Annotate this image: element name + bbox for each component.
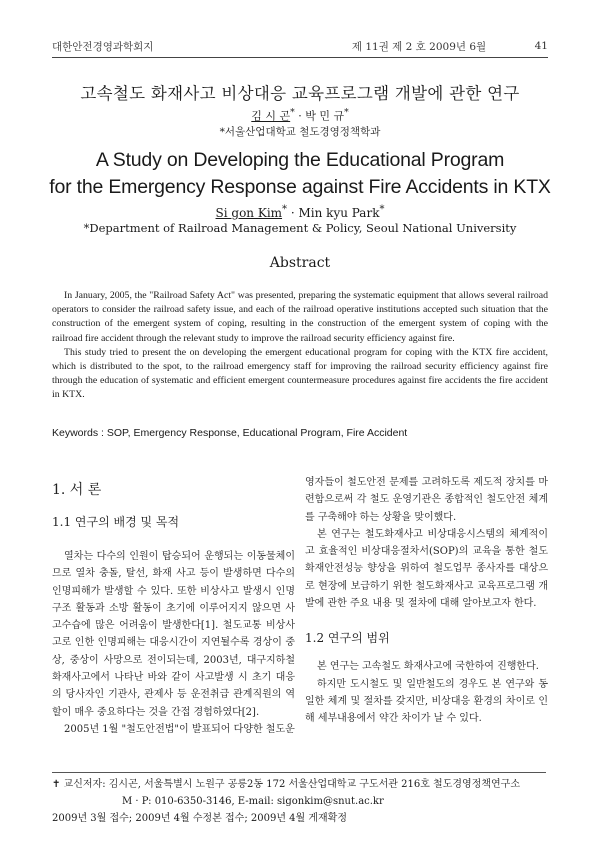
english-author-2-mark: * xyxy=(379,204,385,215)
korean-author-2-mark: * xyxy=(344,107,349,118)
abstract-paragraph-1: In January, 2005, the "Railroad Safety Act" was presented, preparing the systematic equipment that allows several railroad operators to consider the railroad safety issue, and each of the railroad operative institutions accepted such situation that the construction of the emergent system of coping, resulting in the construction of the emergent system of coping with the railroad fire accident through the relevant study to improve the railroad security efficiency against fire. xyxy=(52,290,548,344)
footnote-rule xyxy=(52,772,546,773)
korean-author-1: 김 시 곤 xyxy=(251,109,291,123)
english-affiliation: *Department of Railroad Management & Policy, Seoul National University xyxy=(83,221,517,235)
footnote-dates: 2009년 3월 접수; 2009년 4월 수정본 접수; 2009년 4월 게재확정 xyxy=(52,813,348,824)
right-column xyxy=(305,474,548,728)
body-paragraph: 2005년 1월 "철도안전법"이 발표되어 다양한 철도운 xyxy=(64,723,295,735)
korean-authors xyxy=(0,107,600,124)
body-paragraph: 영자들이 철도안전 문제를 고려하도록 제도적 장치를 마련함으로써 각 철도 운영기관은 종합적인 철도안전 체계를 구축해야 하는 상황을 맞이했다. xyxy=(305,477,548,523)
section-1-1-heading: 1.1 연구의 배경 및 목적 xyxy=(52,515,180,529)
english-title-line-1: A Study on Developing the Educational Program xyxy=(95,149,505,171)
english-title xyxy=(0,147,600,201)
abstract-body xyxy=(52,289,548,403)
section-1-2-heading: 1.2 연구의 범위 xyxy=(305,631,390,646)
english-title-line-2: for the Emergency Response against Fire Accidents in KTX xyxy=(49,176,551,198)
issue-info: 제 11권 제 2 호 2009년 6월 xyxy=(351,40,487,53)
body-paragraph: 하지만 도시철도 및 일반철도의 경우도 본 연구와 동일한 체계 및 절차를 갖지만, 비상대응 환경의 차이로 인해 세부내용에서 약간 차이가 날 수 있다. xyxy=(305,678,548,725)
english-authors xyxy=(0,204,600,220)
keywords: Keywords : SOP, Emergency Response, Educational Program, Fire Accident xyxy=(52,427,408,439)
english-author-1-mark: * xyxy=(282,204,288,215)
korean-title: 고속철도 화재사고 비상대응 교육프로그램 개발에 관한 연구 xyxy=(80,84,520,103)
header-rule xyxy=(52,57,548,58)
english-author-separator: · xyxy=(287,206,299,220)
page-number: 41 xyxy=(534,40,548,52)
english-author-2: Min kyu Park xyxy=(298,206,380,220)
journal-name: 대한안전경영과학회지 xyxy=(52,40,154,53)
abstract-paragraph-2: This study tried to present the on developing the emergent educational program for coping with the KTX fire accident, which is distributed to the spot, to the railroad emergency staff for improving the railroad security efficiency against fire through the education of systematic and efficient emergent countermeasure procedures against fire accidents the fire accident in KTX. xyxy=(52,346,548,401)
section-1-heading: 1. 서 론 xyxy=(52,482,102,498)
korean-author-1-mark: * xyxy=(290,107,295,118)
body-paragraph: 열차는 다수의 인원이 탑승되어 운행되는 이동물체이므로 열차 충돌, 탈선, 화재 사고 등이 발생하면 다수의 인명피해가 발생할 수 있다. 또한 비상사고 발생시 인명구조 활동과 소방 활동이 초기에 이루어지지 않으면 사고수습에 많은 어려움이 발생한다[1]. 철도교통 비상사고로 인한 인명피해는 대응시간이 지연될수록 경상이 중상, 중상이 사망으로 전이되는데, 2003년, 대구지하철 화재사고에서 나타난 바와 같이 사고발생 시 초기 대응의 당사자인 기관사, 관제사 등 운전취급 관계직원의 역할이 매우 중요하다는 것을 간접 경험하였다[2]. xyxy=(52,551,295,718)
body-paragraph: 본 연구는 철도화재사고 비상대응시스템의 체계적이고 효율적인 비상대응절차서(SOP)의 교육을 통한 철도화재안전성능 향상을 위하여 철도업무 종사자를 대상으로 현장에 보급하기 위한 철도화재사고 교육프로그램 개발에 관한 주요 내용 및 절차에 대해 알아보고자 한다. xyxy=(305,528,548,610)
footnote xyxy=(52,776,548,827)
english-author-1: Si gon Kim xyxy=(215,206,283,220)
body-paragraph: 본 연구는 고속철도 화재사고에 국한하여 진행한다. xyxy=(317,661,539,673)
korean-author-2: 박 민 규 xyxy=(305,109,345,123)
korean-affiliation: *서울산업대학교 철도경영정책학과 xyxy=(219,126,381,138)
running-head xyxy=(52,38,548,54)
korean-author-separator: · xyxy=(294,109,306,123)
abstract-heading: Abstract xyxy=(269,255,331,271)
left-column xyxy=(52,478,295,738)
footnote-corresponding-author: ✝ 교신저자: 김시곤, 서울특별시 노원구 공릉2동 172 서울산업대학교 구도서관 216호 철도경영정책연구소 xyxy=(52,779,520,790)
footnote-contact: M · P: 010-6350-3146, E-mail: sigonkim@snut.ac.kr xyxy=(122,796,384,807)
